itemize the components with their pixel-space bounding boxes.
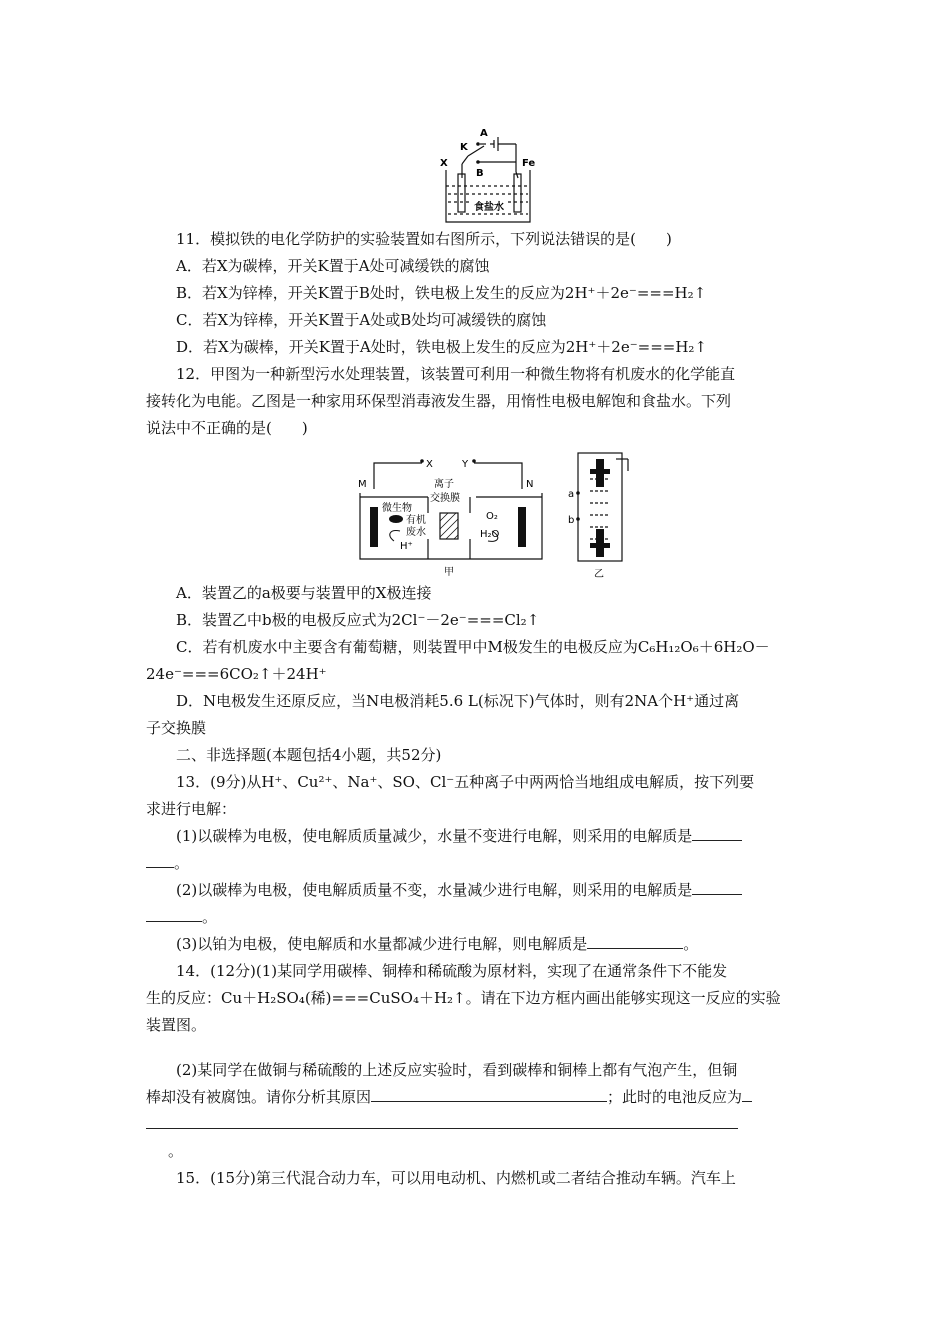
q12-stem-1: 12．甲图为一种新型污水处理装置，该装置可利用一种微生物将有机废水的化学能直 (176, 365, 736, 383)
q11-stem: 11．模拟铁的电化学防护的实验装置如右图所示，下列说法错误的是( ) (176, 230, 672, 248)
label-salt-water: 食盐水 (474, 202, 504, 213)
q11-option-b: B．若X为锌棒，开关K置于B处时，铁电极上发生的反应为2H⁺＋2e⁻===H₂↑ (176, 284, 707, 302)
answer-blank[interactable] (692, 824, 742, 841)
label-a-pole: a (568, 489, 575, 500)
q13-part-3-text: (3)以铂为电极，使电解质和水量都减少进行电解，则电解质是 (176, 935, 588, 953)
q13-part-3 (146, 931, 812, 958)
answer-blank[interactable] (146, 1112, 738, 1129)
q13-part-1 (146, 823, 812, 850)
period: 。 (683, 935, 699, 953)
label-a: A (480, 128, 488, 139)
q15-stem-1: 15．(15分)第三代混合动力车，可以用电动机、内燃机或二者结合推动车辆。汽车上 (176, 1169, 736, 1187)
answer-blank[interactable] (587, 932, 683, 949)
q14-stem-1: 14．(12分)(1)某同学用碳棒、铜棒和稀硫酸为原材料，实现了在通常条件下不能发 (176, 962, 728, 980)
label-h-plus: H⁺ (400, 541, 413, 552)
answer-blank[interactable] (146, 851, 174, 868)
q14-part-2-text: 棒却没有被腐蚀。请你分析其原因 (146, 1088, 372, 1106)
q13-part-1-text: (1)以碳棒为电极，使电解质质量减少，水量不变进行电解，则采用的电解质是 (176, 827, 693, 845)
question-text (146, 226, 812, 1192)
q11-option-d: D．若X为碳棒，开关K置于A处时，铁电极上发生的反应为2H⁺＋2e⁻===H₂↑ (176, 338, 707, 356)
q13-stem-2: 求进行电解： (146, 800, 237, 818)
q12-option-d-1: D．N电极发生还原反应，当N电极消耗5.6 L(标况下)气体时，则有2NA个H⁺通过离 (176, 692, 740, 710)
label-membrane-1: 离子 (434, 479, 454, 490)
label-h2o: H₂O (480, 529, 500, 540)
q12-option-c-2: 24e⁻===6CO₂↑＋24H⁺ (146, 665, 327, 683)
q14-part-2-text-b: ；此时的电池反应为 (607, 1088, 743, 1106)
q12-option-a: A．装置乙的a极要与装置甲的X极连接 (176, 584, 432, 602)
label-x: X (440, 158, 448, 169)
label-b: B (476, 168, 484, 179)
q13-part-2-cont (146, 904, 812, 931)
q13-part-2 (146, 877, 812, 904)
switch-contact-a (476, 142, 480, 146)
label-yi: 乙 (594, 569, 604, 580)
label-m: M (358, 479, 367, 490)
label-x-terminal: X (426, 459, 433, 470)
q12-stem-3: 说法中不正确的是( ) (146, 419, 308, 437)
q14-part-2-2 (146, 1084, 812, 1111)
drawing-box-space (146, 1039, 812, 1057)
q13-part-2-text: (2)以碳棒为电极，使电解质质量不变，水量减少进行电解，则采用的电解质是 (176, 881, 693, 899)
answer-blank[interactable] (371, 1085, 607, 1102)
q13-part-1-cont (146, 850, 812, 877)
q14-stem-3: 装置图。 (146, 1016, 207, 1034)
q14-stem-2: 生的反应：Cu＋H₂SO₄(稀)===CuSO₄＋H₂↑。请在下边方框内画出能够实现这一反应的实验 (146, 989, 781, 1007)
section-heading: 二、非选择题(本题包括4小题，共52分) (176, 746, 442, 764)
q14-part-2-1: (2)某同学在做铜与稀硫酸的上述反应实验时，看到碳棒和铜棒上都有气泡产生，但铜 (176, 1061, 738, 1079)
label-o2: O₂ (486, 511, 498, 522)
label-membrane-2: 交换膜 (430, 493, 460, 504)
answer-blank[interactable] (692, 878, 742, 895)
period: 。 (174, 854, 190, 872)
corrosion-protection-diagram (432, 126, 544, 224)
q11-option-a: A．若X为碳棒，开关K置于A处可减缓铁的腐蚀 (176, 257, 490, 275)
figure-space (146, 442, 812, 580)
q12-option-d-2: 子交换膜 (146, 719, 207, 737)
label-jia: 甲 (444, 567, 454, 578)
label-b-pole: b (568, 515, 575, 526)
q11-option-c: C．若X为锌棒，开关K置于A处或B处均可减缓铁的腐蚀 (176, 311, 547, 329)
q13-stem-1: 13．(9分)从H⁺、Cu²⁺、Na⁺、SO、Cl⁻五种离子中两两恰当地组成电解质，按下列要 (176, 773, 755, 791)
label-organic: 有机 (406, 515, 426, 526)
answer-blank[interactable] (742, 1085, 752, 1102)
label-y-terminal: Y (462, 459, 469, 470)
answer-blank[interactable] (146, 905, 202, 922)
label-n: N (526, 479, 534, 490)
label-fe: Fe (522, 158, 536, 169)
q14-part-2-end: 。 (168, 1142, 184, 1160)
q12-option-b: B．装置乙中b极的电极反应式为2Cl⁻－2e⁻===Cl₂↑ (176, 611, 540, 629)
switch-contact-b (476, 160, 480, 164)
period: 。 (202, 908, 218, 926)
label-wastewater: 废水 (406, 527, 426, 538)
q12-option-c-1: C．若有机废水中主要含有葡萄糖，则装置甲中M极发生的电极反应为C₆H₁₂O₆＋6H₂O－ (176, 638, 770, 656)
label-microbe: 微生物 (382, 503, 412, 514)
label-k: K (460, 142, 468, 153)
q14-part-2-blank-line (146, 1111, 812, 1138)
q12-stem-2: 接转化为电能。乙图是一种家用环保型消毒液发生器，用惰性电极电解饱和食盐水。下列 (146, 392, 732, 410)
